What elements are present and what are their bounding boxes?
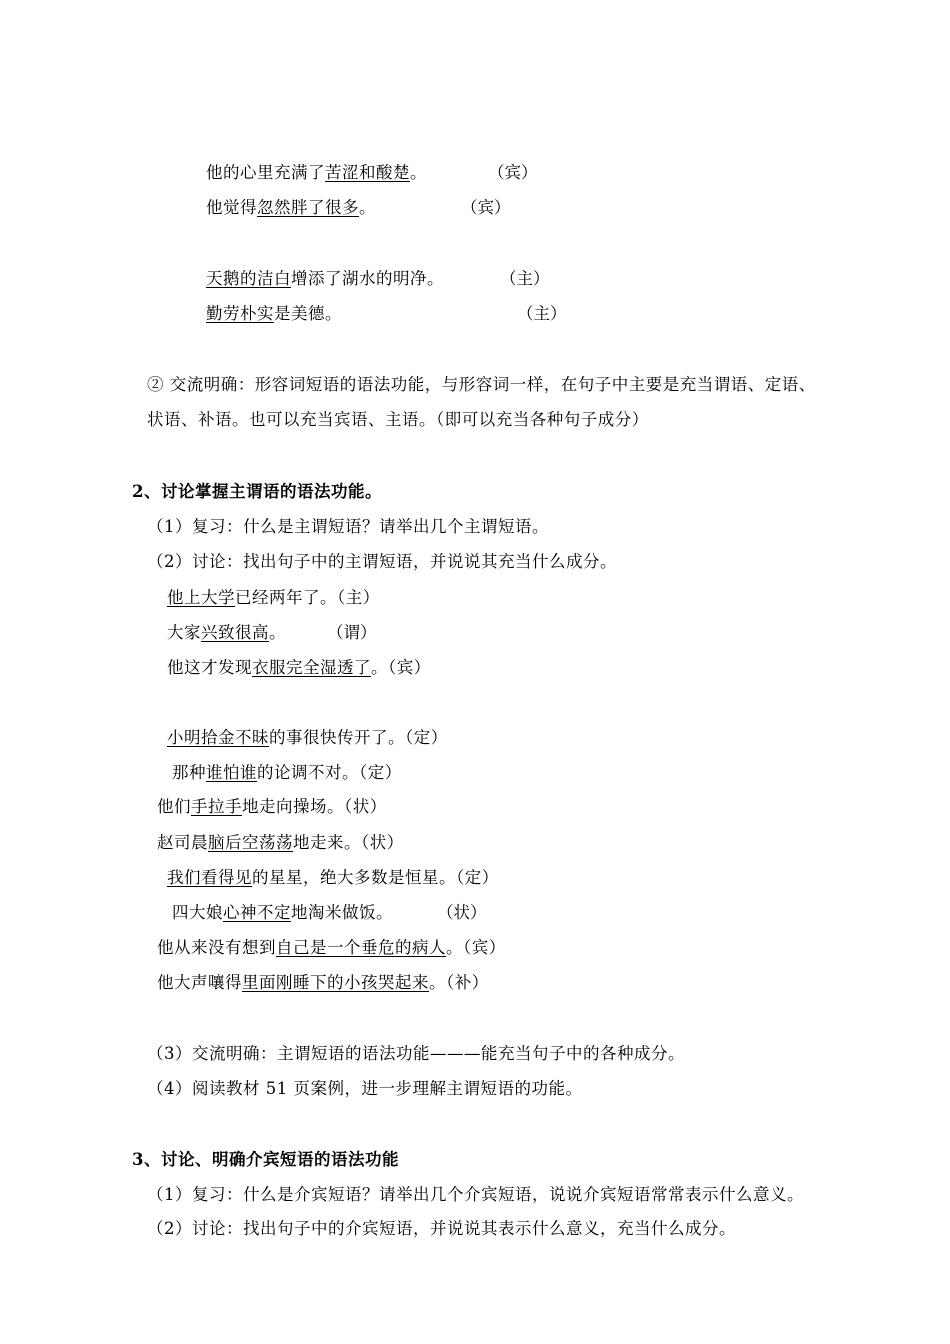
underlined-phrase: 兴致很高	[201, 623, 269, 642]
underlined-phrase: 勤劳朴实	[206, 304, 274, 323]
underlined-phrase: 忽然胖了很多	[257, 198, 359, 217]
paragraph: （4）阅读教材 51 页案例，进一步理解主谓短语的功能。	[147, 1079, 583, 1098]
underlined-phrase: 里面刚睡下的小孩哭起来	[242, 973, 429, 992]
sentence-text: 他觉得	[206, 198, 257, 217]
section-heading: 3、讨论、明确介宾短语的语法功能	[132, 1150, 399, 1169]
example-sentence	[206, 162, 427, 184]
example-sentence: 那种谁怕谁的论调不对。（定）	[172, 763, 402, 782]
component-tag: （宾）	[463, 938, 506, 957]
example-sentence: 四大娘心神不定地淘米做饭。	[172, 903, 393, 922]
underlined-phrase: 天鹅的洁白	[206, 269, 291, 288]
paragraph: 状语、补语。也可以充当宾语、主语。（即可以充当各种句子成分）	[147, 410, 649, 429]
example-sentence	[206, 197, 376, 219]
example-sentence: 他从来没有想到自己是一个垂危的病人。（宾）	[157, 938, 506, 957]
example-sentence: 他上大学已经两年了。（主）	[167, 588, 380, 607]
underlined-phrase: 心神不定	[223, 903, 291, 922]
component-tag: （宾）	[388, 658, 431, 677]
sentence-text: 他的心里充满了	[206, 163, 325, 182]
underlined-phrase: 他上大学	[167, 588, 235, 607]
underlined-phrase: 自己是一个垂危的病人	[276, 938, 446, 957]
paragraph: （3）交流明确：主谓短语的语法功能———能充当句子中的各种成分。	[147, 1044, 685, 1063]
component-tag: （定）	[456, 868, 499, 887]
example-sentence: 他大声嚷得里面刚睡下的小孩哭起来。（补）	[157, 973, 489, 992]
component-tag: （状）	[437, 903, 487, 922]
sentence-text: 是美德。	[274, 304, 342, 323]
sentence-text: 增添了湖水的明净。	[291, 269, 444, 288]
component-tag: （补）	[446, 973, 489, 992]
component-tag: （定）	[405, 728, 448, 747]
sentence-text: 。	[410, 163, 427, 182]
component-tag: （谓）	[327, 623, 377, 642]
example-sentence: 我们看得见的星星，绝大多数是恒星。（定）	[167, 868, 499, 887]
component-tag: （状）	[344, 797, 387, 816]
component-tag: （状）	[361, 833, 404, 852]
example-sentence: 小明拾金不昧的事很快传开了。（定）	[167, 728, 448, 747]
paragraph: （2）讨论：找出句子中的介宾短语，并说说其表示什么意义，充当什么成分。	[147, 1219, 736, 1238]
underlined-phrase: 苦涩和酸楚	[325, 163, 410, 182]
underlined-phrase: 我们看得见	[167, 868, 252, 887]
example-sentence: 他们手拉手地走向操场。（状）	[157, 797, 387, 816]
example-sentence: 大家兴致很高。	[167, 623, 286, 642]
example-sentence	[206, 268, 444, 290]
underlined-phrase: 衣服完全湿透了	[252, 658, 371, 677]
section-heading: 2、讨论掌握主谓语的语法功能。	[132, 482, 382, 501]
example-sentence: 赵司晨脑后空荡荡地走来。（状）	[157, 833, 404, 852]
paragraph: （1）复习：什么是介宾短语？请举出几个介宾短语，说说介宾短语常常表示什么意义。	[147, 1185, 804, 1204]
example-sentence: 他这才发现衣服完全湿透了。（宾）	[167, 658, 431, 677]
component-tag: （主）	[337, 588, 380, 607]
underlined-phrase: 谁怕谁	[206, 763, 257, 782]
sentence-text: 。	[359, 198, 376, 217]
component-tag: （宾）	[461, 198, 511, 217]
underlined-phrase: 手拉手	[191, 797, 242, 816]
paragraph: ② 交流明确：形容词短语的语法功能，与形容词一样，在句子中主要是充当谓语、定语、	[147, 375, 816, 394]
paragraph: （2）讨论：找出句子中的主谓短语，并说说其充当什么成分。	[147, 552, 617, 571]
example-sentence	[206, 303, 342, 325]
component-tag: （定）	[359, 763, 402, 782]
paragraph: （1）复习：什么是主谓短语？请举出几个主谓短语。	[147, 517, 549, 536]
underlined-phrase: 小明拾金不昧	[167, 728, 269, 747]
component-tag: （主）	[500, 269, 550, 288]
component-tag: （宾）	[488, 163, 538, 182]
underlined-phrase: 脑后空荡荡	[208, 833, 293, 852]
component-tag: （主）	[517, 304, 567, 323]
